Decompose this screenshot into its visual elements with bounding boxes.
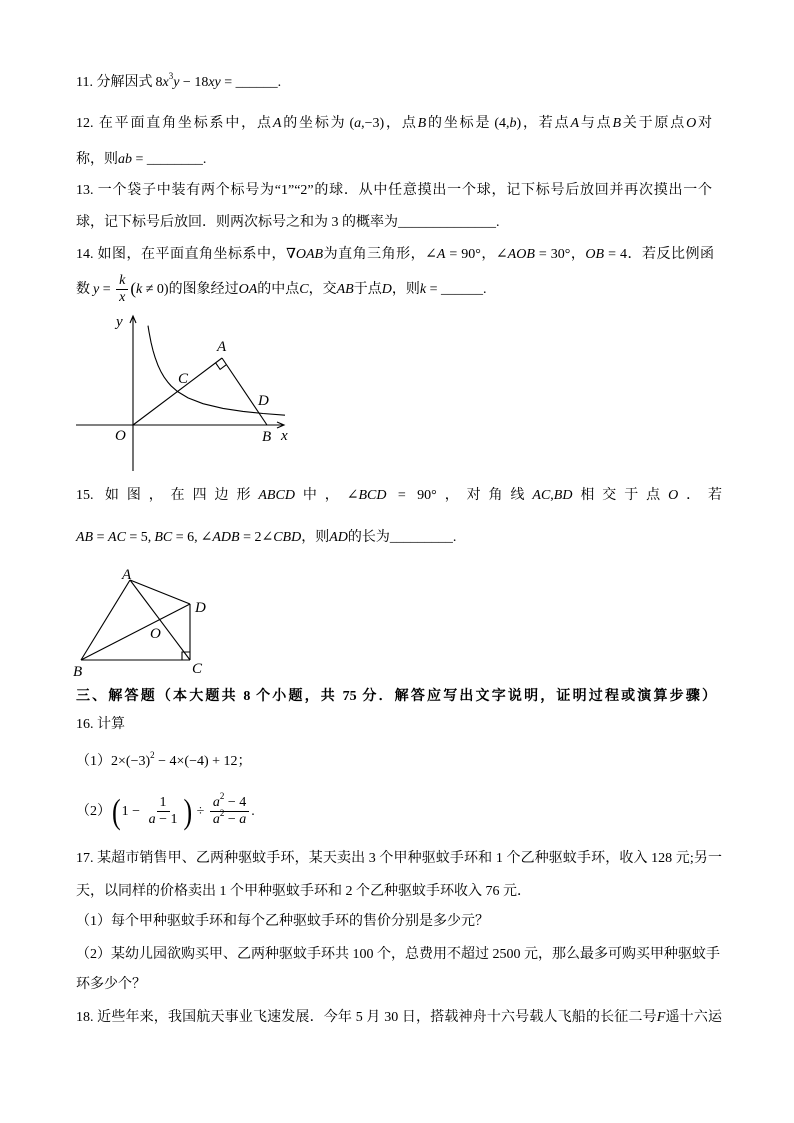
q15-var: CBD xyxy=(273,530,302,545)
label-point-A: A xyxy=(217,339,227,355)
q14-var: y xyxy=(93,282,100,297)
question-13-line2 xyxy=(76,213,500,233)
q14-text: = 30°， xyxy=(534,247,586,262)
q15-figure xyxy=(68,562,210,682)
den-minus: − xyxy=(224,812,240,828)
q14-var: OAB xyxy=(295,247,324,262)
q14-var: AB xyxy=(336,282,354,297)
question-17-line1 xyxy=(76,849,722,869)
angle-symbol: ∠ xyxy=(261,530,274,545)
q11-period: . xyxy=(277,75,282,90)
q14-text: 14. 如图，在平面直角坐标系中， xyxy=(76,247,287,262)
fraction-numerator xyxy=(210,791,249,812)
question-12-line2 xyxy=(76,150,206,170)
q12-text: 关于原点 xyxy=(621,116,687,131)
q14-var: OB xyxy=(585,247,605,262)
q14-var: OA xyxy=(238,282,258,297)
q15-value: = 2 xyxy=(239,530,262,545)
q15-var: AB xyxy=(76,530,94,545)
big-paren-left: ( xyxy=(112,791,121,831)
question-16-part1 xyxy=(76,752,252,772)
section-3-title: 三、解答题（本大题共 8 个小题，共 75 分．解答应写出文字说明，证明过程或演算步骤） xyxy=(76,689,716,704)
q15-text: 相交于点 xyxy=(572,488,669,503)
q16-p2-term: 1 − xyxy=(121,804,144,819)
q15-value: = 5, xyxy=(125,530,152,545)
question-16-part2 xyxy=(76,793,255,831)
question-13-line1 xyxy=(76,181,712,201)
q15-text: ，则 xyxy=(301,530,330,545)
q12-var: ab xyxy=(118,152,132,167)
q15-text: ．若 xyxy=(678,488,723,503)
q17-p2-text: 环多少个？ xyxy=(76,977,146,992)
angle-symbol: ∠ xyxy=(346,488,359,503)
q11-minus-term: − 18 xyxy=(179,75,209,90)
fraction-numerator: k xyxy=(116,273,128,290)
label-y-axis: y xyxy=(116,314,123,330)
q15-var: BC xyxy=(154,530,173,545)
q14-equals: = xyxy=(99,282,115,297)
part-label: （1） xyxy=(76,754,111,769)
q16-p1-base: (−3) xyxy=(125,754,151,769)
q11-exponent: 3 xyxy=(168,71,174,81)
q15-text: = 90°，对角线 xyxy=(386,488,533,503)
label-point-B: B xyxy=(262,429,272,445)
q12-paren: ) xyxy=(516,116,522,131)
q17-p2-text: （2）某幼儿园欲购买甲、乙两种驱蚊手环共 100 个，总费用不超过 2500 元，那么最多可购买甲种驱蚊手 xyxy=(76,947,720,962)
q12-var: b xyxy=(509,116,517,131)
q15-var: ABCD xyxy=(258,488,295,503)
question-15-line1 xyxy=(76,486,722,506)
q13-text: 球，记下标号后放回．则两次标号之和为 3 的概率为 xyxy=(76,215,398,230)
q14-var: k xyxy=(136,282,143,297)
q18-text: 18. 近些年来，我国航天事业飞速发展．今年 5 月 30 日，搭载神舟十六号载人飞船的长征二号 xyxy=(76,1010,657,1025)
q12-point: A xyxy=(570,116,579,131)
fraction-denominator xyxy=(146,812,181,828)
q12-point: B xyxy=(612,116,622,131)
q16-p1-term: 2× xyxy=(111,754,126,769)
question-11 xyxy=(76,73,281,93)
q12-text: 的坐标是 xyxy=(426,116,492,131)
q18-var: F xyxy=(656,1010,666,1025)
fraction-k-over-x xyxy=(116,273,128,306)
label-point-C: C xyxy=(178,371,189,387)
label-point-A: A xyxy=(122,567,132,583)
q14-var: D xyxy=(381,282,392,297)
question-17-part1 xyxy=(76,912,489,932)
q14-text: 数 xyxy=(76,282,90,297)
q16-title: 16. 计算 xyxy=(76,717,125,732)
answer-blank: ________ xyxy=(146,152,203,167)
q16-p1-rest: − 4×(−4) + 12 xyxy=(154,754,238,769)
label-x-axis: x xyxy=(281,428,288,444)
q14-period: . xyxy=(482,282,487,297)
q14-text: = 90°， xyxy=(445,247,496,262)
q16-p2-period: . xyxy=(251,804,255,819)
q15-var: ADB xyxy=(212,530,240,545)
answer-blank: ______________ xyxy=(398,215,496,230)
question-15-line2 xyxy=(76,528,456,548)
q11-var-y: y xyxy=(173,75,180,90)
q15-text: 的长为 xyxy=(347,530,390,545)
q15-text: 15. 如图，在四边形 xyxy=(76,488,259,503)
label-origin: O xyxy=(115,428,126,444)
q12-point: O xyxy=(686,116,697,131)
q12-text: 与点 xyxy=(579,116,613,131)
fraction-a2-minus-4-over-a2-minus-a xyxy=(210,791,249,828)
q15-period: . xyxy=(452,530,457,545)
section-3-header xyxy=(76,687,716,707)
q14-var: C xyxy=(299,282,309,297)
q11-var-xy: xy xyxy=(208,75,221,90)
exponent: 2 xyxy=(219,808,225,819)
fraction-numerator: 1 xyxy=(157,795,170,812)
q12-point: A xyxy=(272,116,282,131)
q15-value: = 6, xyxy=(172,530,198,545)
fraction-denominator: x xyxy=(119,290,126,306)
answer-blank: ______ xyxy=(235,75,278,90)
q14-condition: ≠ 0) xyxy=(142,282,169,297)
q12-paren: ( xyxy=(349,116,355,131)
q14-text: 的图象经过 xyxy=(168,282,239,297)
q11-coefficient: 8 xyxy=(155,75,163,90)
q14-text: ，则 xyxy=(391,282,420,297)
question-16-title xyxy=(76,715,125,735)
question-17-part2-line1 xyxy=(76,945,720,965)
triangle-symbol: ∇ xyxy=(286,247,296,262)
label-point-D: D xyxy=(258,393,269,409)
question-14-line1 xyxy=(76,245,714,265)
q15-var: BCD xyxy=(358,488,387,503)
angle-symbol: ∠ xyxy=(425,247,437,262)
fraction-denominator xyxy=(210,808,249,828)
answer-blank: ______ xyxy=(440,282,483,297)
question-18-line1 xyxy=(76,1008,722,1028)
label-point-B: B xyxy=(73,664,83,680)
answer-blank: _________ xyxy=(389,530,453,545)
q12-period: . xyxy=(202,152,207,167)
q17-p1-text: （1）每个甲种驱蚊手环和每个乙种驱蚊手环的售价分别是多少元？ xyxy=(76,914,489,929)
q14-text: 的中点 xyxy=(257,282,300,297)
q14-var: AOB xyxy=(507,247,535,262)
q15-var: AD xyxy=(329,530,348,545)
q17-text: 天，以同样的价格卖出 1 个甲种驱蚊手环和 2 个乙种驱蚊手环收入 76 元． xyxy=(76,884,531,899)
q15-var: AC xyxy=(532,488,551,503)
q14-text: ，交 xyxy=(308,282,337,297)
q12-text: ，若点 xyxy=(521,116,571,131)
label-point-C: C xyxy=(192,661,203,677)
q15-text: 中， xyxy=(294,488,347,503)
q11-var-x: x xyxy=(162,75,169,90)
q12-text: 的坐标为 xyxy=(281,116,347,131)
question-12-line1 xyxy=(76,114,712,134)
q15-comma: , xyxy=(550,488,554,503)
q12-coord: (4, xyxy=(494,116,510,131)
right-angle-mark-A xyxy=(216,363,227,370)
big-paren-right: ) xyxy=(183,791,193,831)
q12-text: ，点 xyxy=(384,116,418,131)
question-14-line2 xyxy=(76,270,486,308)
q12-text: 对 xyxy=(696,116,713,131)
q14-text: 于点 xyxy=(353,282,382,297)
part-label: （2） xyxy=(76,804,111,819)
angle-symbol: ∠ xyxy=(200,530,213,545)
angle-symbol: ∠ xyxy=(495,247,508,262)
q12-text: 12. 在平面直角坐标系中，点 xyxy=(76,116,273,131)
num-rest: − 4 xyxy=(224,795,247,811)
q18-text: 遥十六运 xyxy=(665,1010,723,1025)
q13-period: . xyxy=(496,215,500,230)
den-rest: − 1 xyxy=(155,812,178,828)
var-a: a xyxy=(239,812,247,828)
divide-sign: ÷ xyxy=(193,804,208,819)
segment-AB xyxy=(222,358,267,425)
question-17-line2 xyxy=(76,882,531,902)
q14-paren: ( xyxy=(130,279,137,298)
q12-var: a xyxy=(354,116,362,131)
segment-BD xyxy=(81,604,190,660)
q16-p1-end: ； xyxy=(237,754,252,769)
q14-figure xyxy=(70,305,295,475)
q15-var: AC xyxy=(108,530,126,545)
q14-text: = 4．若反比例函 xyxy=(604,247,714,262)
q11-prompt: 11. 分解因式 xyxy=(76,75,153,90)
var-a: a xyxy=(212,812,220,828)
q14-var: k xyxy=(419,282,427,297)
q16-p1-exponent: 2 xyxy=(150,750,155,760)
q13-text: 13. 一个袋子中装有两个标号为“1”“2”的球．从中任意摸出一个球，记下标号后放回并再次摸出一个 xyxy=(76,183,712,198)
q17-text: 17. 某超市销售甲、乙两种驱蚊手环，某天卖出 3 个甲种驱蚊手环和 1 个乙种驱蚊手环，收入 128 元;另一 xyxy=(76,851,722,866)
exponent: 2 xyxy=(219,791,225,802)
q14-text: 为直角三角形， xyxy=(323,247,426,262)
q14-equals: = xyxy=(426,282,441,297)
q15-equals: = xyxy=(93,530,109,545)
q12-point: B xyxy=(417,116,427,131)
q14-var: A xyxy=(436,247,446,262)
q15-var: BD xyxy=(553,488,573,503)
q11-equals: = xyxy=(220,75,236,90)
q15-var: O xyxy=(668,488,679,503)
fraction-1-over-a-minus-1 xyxy=(146,795,181,828)
var-a: a xyxy=(148,812,156,828)
question-17-part2-line2 xyxy=(76,975,146,995)
q12-coord: ,−3) xyxy=(361,116,385,131)
q12-text: 称，则 xyxy=(76,152,118,167)
label-point-O: O xyxy=(150,626,161,642)
var-a: a xyxy=(212,795,220,811)
q12-equals: = xyxy=(132,152,147,167)
label-point-D: D xyxy=(195,600,206,616)
